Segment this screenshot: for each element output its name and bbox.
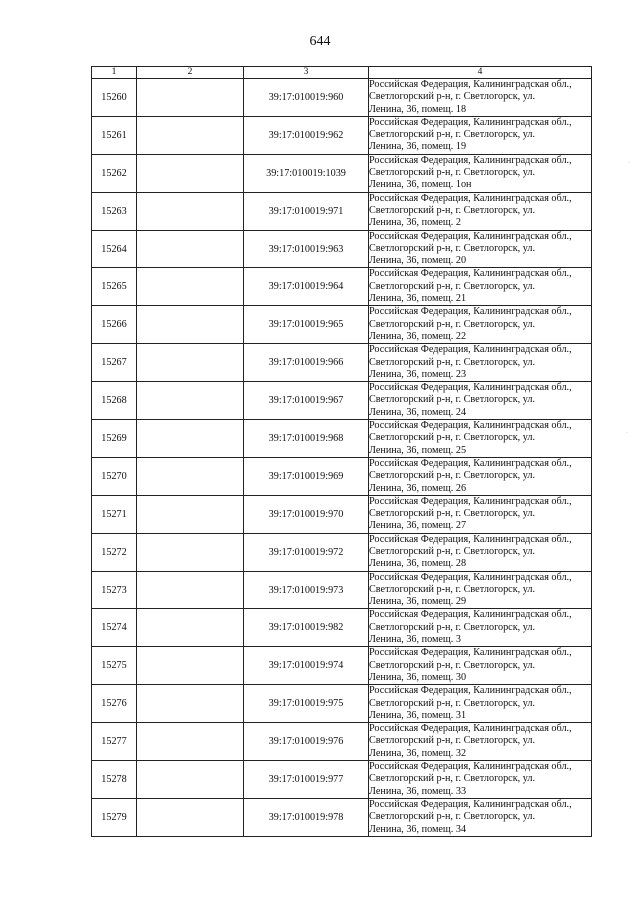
address-cell <box>369 192 592 230</box>
address-line: Российская Федерация, Калининградская обл., <box>369 268 572 280</box>
row-number: 15262 <box>92 154 137 192</box>
address-line: Российская Федерация, Калининградская обл., <box>369 344 572 356</box>
address-cell <box>369 571 592 609</box>
row-number: 15276 <box>92 685 137 723</box>
cadastral-number: 39:17:010019:978 <box>244 798 369 836</box>
empty-cell <box>137 230 244 268</box>
address-line: Светлогорский р-н, г. Светлогорск, ул. <box>369 508 536 520</box>
address-line: Светлогорский р-н, г. Светлогорск, ул. <box>369 356 536 368</box>
cadastral-number: 39:17:010019:967 <box>244 382 369 420</box>
address-line: Российская Федерация, Калининградская обл., <box>369 647 572 659</box>
table-row <box>92 761 592 799</box>
table-row <box>92 685 592 723</box>
address-line: Светлогорский р-н, г. Светлогорск, ул. <box>369 91 536 103</box>
row-number: 15272 <box>92 533 137 571</box>
address-line: Ленина, 36, помещ. 1он <box>369 179 472 191</box>
cadastral-number: 39:17:010019:974 <box>244 647 369 685</box>
address-line: Светлогорский р-н, г. Светлогорск, ул. <box>369 811 536 823</box>
table-row <box>92 79 592 117</box>
address-line: Светлогорский р-н, г. Светлогорск, ул. <box>369 204 536 216</box>
address-line: Светлогорский р-н, г. Светлогорск, ул. <box>369 432 536 444</box>
address-cell <box>369 116 592 154</box>
address-line: Светлогорский р-н, г. Светлогорск, ул. <box>369 242 536 254</box>
address-line: Российская Федерация, Калининградская обл., <box>369 116 572 128</box>
empty-cell <box>137 457 244 495</box>
cadastral-number: 39:17:010019:965 <box>244 306 369 344</box>
address-line: Ленина, 36, помещ. 28 <box>369 558 467 570</box>
address-line: Ленина, 36, помещ. 25 <box>369 444 467 456</box>
address-cell <box>369 647 592 685</box>
table-row <box>92 382 592 420</box>
address-line: Ленина, 36, помещ. 22 <box>369 330 467 342</box>
address-cell <box>369 457 592 495</box>
empty-cell <box>137 420 244 458</box>
address-cell <box>369 230 592 268</box>
table-row <box>92 533 592 571</box>
address-line: Светлогорский р-н, г. Светлогорск, ул. <box>369 167 536 179</box>
address-cell <box>369 306 592 344</box>
table-row <box>92 571 592 609</box>
address-cell <box>369 79 592 117</box>
address-line: Ленина, 36, помещ. 34 <box>369 823 467 835</box>
address-line: Светлогорский р-н, г. Светлогорск, ул. <box>369 735 536 747</box>
address-line: Российская Федерация, Калининградская обл., <box>369 685 572 697</box>
address-line: Светлогорский р-н, г. Светлогорск, ул. <box>369 659 536 671</box>
address-cell <box>369 268 592 306</box>
empty-cell <box>137 116 244 154</box>
row-number: 15267 <box>92 344 137 382</box>
address-line: Светлогорский р-н, г. Светлогорск, ул. <box>369 280 536 292</box>
cadastral-number: 39:17:010019:973 <box>244 571 369 609</box>
address-cell <box>369 761 592 799</box>
table-row <box>92 647 592 685</box>
address-line: Российская Федерация, Калининградская обл., <box>369 761 572 773</box>
address-line: Светлогорский р-н, г. Светлогорск, ул. <box>369 621 536 633</box>
address-cell <box>369 609 592 647</box>
row-number: 15271 <box>92 495 137 533</box>
address-cell <box>369 382 592 420</box>
cadastral-number: 39:17:010019:1039 <box>244 154 369 192</box>
cadastral-number: 39:17:010019:969 <box>244 457 369 495</box>
row-number: 15268 <box>92 382 137 420</box>
address-line: Российская Федерация, Калининградская обл., <box>369 192 572 204</box>
empty-cell <box>137 609 244 647</box>
empty-cell <box>137 647 244 685</box>
address-line: Ленина, 36, помещ. 3 <box>369 634 461 646</box>
margin-mark: · <box>628 160 630 166</box>
address-line: Ленина, 36, помещ. 26 <box>369 482 467 494</box>
address-line: Российская Федерация, Калининградская обл., <box>369 798 572 810</box>
cadastral-number: 39:17:010019:964 <box>244 268 369 306</box>
row-number: 15278 <box>92 761 137 799</box>
empty-cell <box>137 798 244 836</box>
address-cell <box>369 685 592 723</box>
empty-cell <box>137 154 244 192</box>
address-line: Российская Федерация, Калининградская обл., <box>369 571 572 583</box>
column-header: 4 <box>369 67 592 79</box>
address-line: Российская Федерация, Калининградская обл., <box>369 382 572 394</box>
row-number: 15264 <box>92 230 137 268</box>
margin-mark: · <box>626 430 628 436</box>
cadastral-number: 39:17:010019:977 <box>244 761 369 799</box>
empty-cell <box>137 533 244 571</box>
address-cell <box>369 495 592 533</box>
table-row <box>92 457 592 495</box>
address-line: Российская Федерация, Калининградская обл., <box>369 230 572 242</box>
table-row <box>92 344 592 382</box>
address-line: Ленина, 36, помещ. 24 <box>369 406 467 418</box>
row-number: 15263 <box>92 192 137 230</box>
address-line: Ленина, 36, помещ. 32 <box>369 747 467 759</box>
address-line: Ленина, 36, помещ. 23 <box>369 368 467 380</box>
row-number: 15261 <box>92 116 137 154</box>
empty-cell <box>137 723 244 761</box>
address-line: Ленина, 36, помещ. 27 <box>369 520 467 532</box>
empty-cell <box>137 306 244 344</box>
address-line: Ленина, 36, помещ. 30 <box>369 671 467 683</box>
address-line: Российская Федерация, Калининградская обл., <box>369 723 572 735</box>
row-number: 15274 <box>92 609 137 647</box>
address-cell <box>369 723 592 761</box>
address-line: Светлогорский р-н, г. Светлогорск, ул. <box>369 394 536 406</box>
empty-cell <box>137 382 244 420</box>
cadastral-number: 39:17:010019:963 <box>244 230 369 268</box>
cadastral-number: 39:17:010019:966 <box>244 344 369 382</box>
table-row <box>92 154 592 192</box>
empty-cell <box>137 268 244 306</box>
row-number: 15270 <box>92 457 137 495</box>
row-number: 15277 <box>92 723 137 761</box>
table-row <box>92 798 592 836</box>
empty-cell <box>137 192 244 230</box>
table-row <box>92 609 592 647</box>
address-line: Ленина, 36, помещ. 29 <box>369 596 467 608</box>
cadastral-number: 39:17:010019:982 <box>244 609 369 647</box>
cadastral-number: 39:17:010019:972 <box>244 533 369 571</box>
address-line: Ленина, 36, помещ. 33 <box>369 785 467 797</box>
empty-cell <box>137 344 244 382</box>
empty-cell <box>137 685 244 723</box>
address-line: Светлогорский р-н, г. Светлогорск, ул. <box>369 318 536 330</box>
address-line: Ленина, 36, помещ. 31 <box>369 709 467 721</box>
address-cell <box>369 154 592 192</box>
address-line: Ленина, 36, помещ. 19 <box>369 141 467 153</box>
cadastral-number: 39:17:010019:975 <box>244 685 369 723</box>
header-row <box>92 67 592 79</box>
page-number: 644 <box>309 34 331 49</box>
address-line: Светлогорский р-н, г. Светлогорск, ул. <box>369 470 536 482</box>
table-row <box>92 495 592 533</box>
row-number: 15266 <box>92 306 137 344</box>
cadastral-number: 39:17:010019:960 <box>244 79 369 117</box>
cadastral-number: 39:17:010019:962 <box>244 116 369 154</box>
table-row <box>92 420 592 458</box>
address-line: Ленина, 36, помещ. 2 <box>369 217 461 229</box>
table-row <box>92 268 592 306</box>
address-cell <box>369 344 592 382</box>
table-row <box>92 230 592 268</box>
address-line: Российская Федерация, Калининградская обл., <box>369 79 572 90</box>
row-number: 15279 <box>92 798 137 836</box>
address-line: Российская Федерация, Калининградская обл., <box>369 609 572 621</box>
row-number: 15260 <box>92 79 137 117</box>
address-line: Российская Федерация, Калининградская обл., <box>369 495 572 507</box>
address-line: Светлогорский р-н, г. Светлогорск, ул. <box>369 129 536 141</box>
address-cell <box>369 533 592 571</box>
address-line: Российская Федерация, Калининградская обл., <box>369 154 572 166</box>
row-number: 15269 <box>92 420 137 458</box>
table-row <box>92 192 592 230</box>
cadastral-number: 39:17:010019:971 <box>244 192 369 230</box>
address-line: Российская Федерация, Калининградская обл., <box>369 420 572 432</box>
address-line: Светлогорский р-н, г. Светлогорск, ул. <box>369 545 536 557</box>
address-line: Светлогорский р-н, г. Светлогорск, ул. <box>369 697 536 709</box>
table-row <box>92 306 592 344</box>
cadastral-number: 39:17:010019:976 <box>244 723 369 761</box>
column-header: 1 <box>92 67 137 79</box>
address-line: Светлогорский р-н, г. Светлогорск, ул. <box>369 773 536 785</box>
table-body <box>92 79 592 837</box>
column-header: 3 <box>244 67 369 79</box>
empty-cell <box>137 495 244 533</box>
address-cell <box>369 420 592 458</box>
row-number: 15275 <box>92 647 137 685</box>
address-line: Российская Федерация, Калининградская обл., <box>369 457 572 469</box>
address-cell <box>369 798 592 836</box>
address-line: Ленина, 36, помещ. 18 <box>369 103 467 115</box>
address-line: Светлогорский р-н, г. Светлогорск, ул. <box>369 583 536 595</box>
empty-cell <box>137 761 244 799</box>
cadastral-number: 39:17:010019:970 <box>244 495 369 533</box>
address-line: Ленина, 36, помещ. 21 <box>369 293 467 305</box>
row-number: 15273 <box>92 571 137 609</box>
address-line: Российская Федерация, Калининградская обл., <box>369 306 572 318</box>
empty-cell <box>137 79 244 117</box>
address-line: Российская Федерация, Калининградская обл., <box>369 533 572 545</box>
cadastral-number: 39:17:010019:968 <box>244 420 369 458</box>
column-header: 2 <box>137 67 244 79</box>
address-line: Ленина, 36, помещ. 20 <box>369 255 467 267</box>
table-row <box>92 723 592 761</box>
registry-table <box>91 66 592 837</box>
table-row <box>92 116 592 154</box>
empty-cell <box>137 571 244 609</box>
row-number: 15265 <box>92 268 137 306</box>
